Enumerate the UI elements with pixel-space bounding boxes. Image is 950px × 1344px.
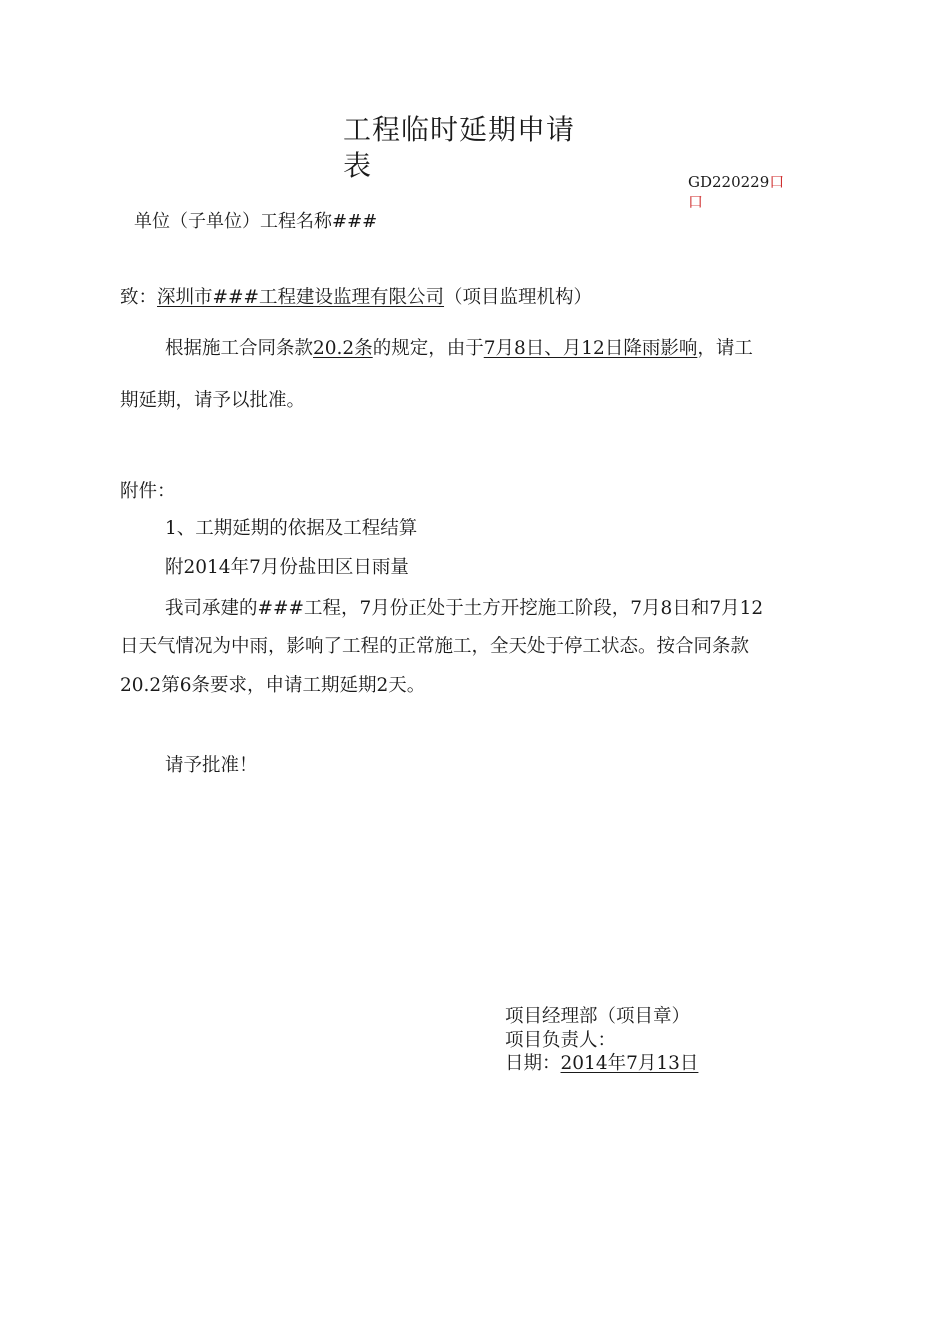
addressee-prefix: 致： <box>120 287 158 308</box>
signature-responsible-person: 项目负责人： <box>505 1030 617 1051</box>
addressee-company: 深圳市###工程建设监理有限公司 <box>157 287 445 308</box>
request-paragraph-line-1 <box>165 334 753 360</box>
closing-request: 请予批准！ <box>165 755 258 776</box>
request-text-1: 根据施工合同条款 <box>165 338 314 359</box>
explanation-line-3: 20.2第6条要求，申请工期延期2天。 <box>120 675 426 696</box>
checkbox-mark-1: 口 <box>769 173 785 191</box>
document-code-number: GD220229 <box>688 173 770 191</box>
signature-date <box>505 1052 698 1075</box>
unit-project-name: 单位（子单位）工程名称### <box>134 211 378 232</box>
attachments-heading: 附件： <box>120 481 176 502</box>
checkbox-mark-2: 口 <box>688 193 704 211</box>
contract-clause: 20.2条 <box>313 338 373 359</box>
request-text-3: ，请工 <box>697 338 753 359</box>
request-text-2: 的规定，由于 <box>372 338 484 359</box>
explanation-line-1: 我司承建的###工程，7月份正处于土方开挖施工阶段，7月8日和7月12 <box>165 598 764 619</box>
addressee-line <box>120 283 592 309</box>
date-label: 日期： <box>505 1053 561 1074</box>
document-title: 工程临时延期申请表 <box>343 113 576 182</box>
attachment-item-1: 1、工期延期的依据及工程结算 <box>165 518 418 539</box>
attachment-item-2: 附2014年7月份盐田区日雨量 <box>165 557 409 578</box>
signature-department: 项目经理部（项目章） <box>505 1006 691 1027</box>
delay-reason: 7月8日、月12日降雨影响 <box>483 338 698 359</box>
explanation-line-2: 日天气情况为中雨，影响了工程的正常施工，全天处于停工状态。按合同条款 <box>120 636 750 657</box>
addressee-suffix: （项目监理机构） <box>444 287 593 308</box>
document-code <box>688 172 798 212</box>
date-value: 2014年7月13日 <box>560 1053 699 1074</box>
request-paragraph-line-2: 期延期，请予以批准。 <box>120 390 306 411</box>
